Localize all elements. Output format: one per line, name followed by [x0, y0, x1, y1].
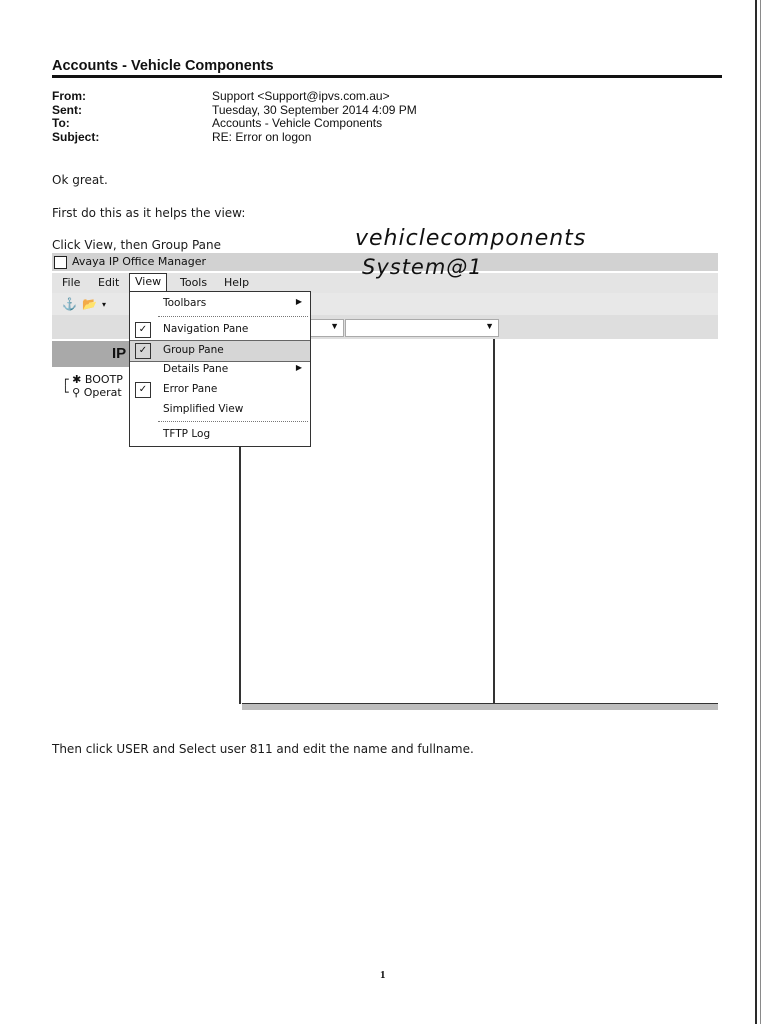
app-statusbar: [242, 703, 718, 710]
body-line-click-view: Click View, then Group Pane: [52, 238, 222, 252]
app-icon: [54, 256, 67, 269]
view-menu-tftp-log-label: TFTP Log: [163, 428, 211, 440]
toolbar-dropdown-icon[interactable]: ▾: [102, 300, 107, 309]
subject-label: Subject:: [52, 129, 100, 144]
menu-edit[interactable]: Edit: [98, 276, 120, 289]
page-edge-shadow: [760, 0, 761, 1024]
sent-value: Tuesday, 30 September 2014 4:09 PM: [212, 102, 417, 117]
navigation-pane-title: IP: [112, 345, 127, 362]
view-menu-toolbars-label: Toolbars: [163, 297, 207, 309]
page-edge: [755, 0, 757, 1024]
body-line-first-do-this: First do this as it helps the view:: [52, 206, 246, 220]
view-menu-group-pane[interactable]: [130, 340, 310, 362]
navigation-tree: [62, 373, 123, 399]
combo-filter-2[interactable]: [345, 319, 499, 337]
from-value: Support <Support@ipvs.com.au>: [212, 89, 390, 103]
menu-separator: [158, 316, 308, 317]
page-title: Accounts - Vehicle Components: [52, 58, 274, 74]
combo-arrow-icon: ▼: [485, 321, 494, 331]
tree-item-operator-label: Operat: [83, 386, 122, 399]
submenu-arrow-icon: ▶: [295, 297, 302, 306]
view-menu-tftp-log[interactable]: [130, 425, 310, 445]
view-menu-simplified-view[interactable]: [130, 400, 310, 420]
check-icon: ✓: [135, 322, 151, 338]
submenu-arrow-icon: ▶: [295, 363, 302, 372]
view-menu-details-pane-label: Details Pane: [163, 363, 229, 375]
to-label: To:: [52, 116, 70, 130]
page-number: 1: [380, 969, 386, 981]
title-rule: [52, 75, 722, 78]
view-menu-details-pane[interactable]: [130, 360, 310, 380]
tree-item-operator[interactable]: └ ⚲ Operat: [62, 386, 122, 399]
subject-value: RE: Error on logon: [212, 129, 312, 144]
view-menu-simplified-view-label: Simplified View: [163, 403, 244, 415]
menu-tools[interactable]: Tools: [180, 276, 208, 289]
menu-file[interactable]: File: [62, 276, 81, 289]
body-line-then-click-user: Then click USER and Select user 811 and edit the name and fullname.: [52, 742, 474, 756]
view-menu-navigation-pane[interactable]: [130, 320, 310, 340]
toolbar-tool-icon[interactable]: ⚓: [62, 297, 77, 311]
app-title: Avaya IP Office Manager: [72, 255, 207, 268]
toolbar-open-icon[interactable]: 📂: [82, 297, 97, 311]
menu-separator: [158, 421, 308, 422]
handwritten-note-line1: vehiclecomponents: [355, 226, 587, 251]
view-menu-error-pane[interactable]: [130, 380, 310, 400]
tree-item-bootp[interactable]: ┌ ✱ BOOTP: [62, 373, 123, 386]
combo-arrow-icon: ▼: [330, 321, 339, 331]
view-menu-toolbars[interactable]: [130, 294, 310, 314]
menu-help[interactable]: Help: [224, 276, 250, 289]
view-menu-navigation-pane-label: Navigation Pane: [163, 323, 249, 335]
to-value: Accounts - Vehicle Components: [212, 116, 383, 130]
sent-label: Sent:: [52, 102, 82, 117]
menu-view[interactable]: View: [129, 273, 167, 291]
check-icon: ✓: [135, 382, 151, 398]
pane-divider-middle[interactable]: [493, 339, 495, 704]
body-line-ok-great: Ok great.: [52, 173, 108, 187]
check-icon: ✓: [135, 343, 151, 359]
view-menu-group-pane-label: Group Pane: [163, 344, 224, 356]
tree-item-bootp-label: BOOTP: [84, 373, 123, 386]
from-label: From:: [52, 89, 86, 103]
view-menu-error-pane-label: Error Pane: [163, 383, 218, 395]
handwritten-note-line2: System@1: [362, 255, 483, 279]
app-screenshot: [52, 253, 720, 710]
view-dropdown-menu: [129, 291, 311, 447]
